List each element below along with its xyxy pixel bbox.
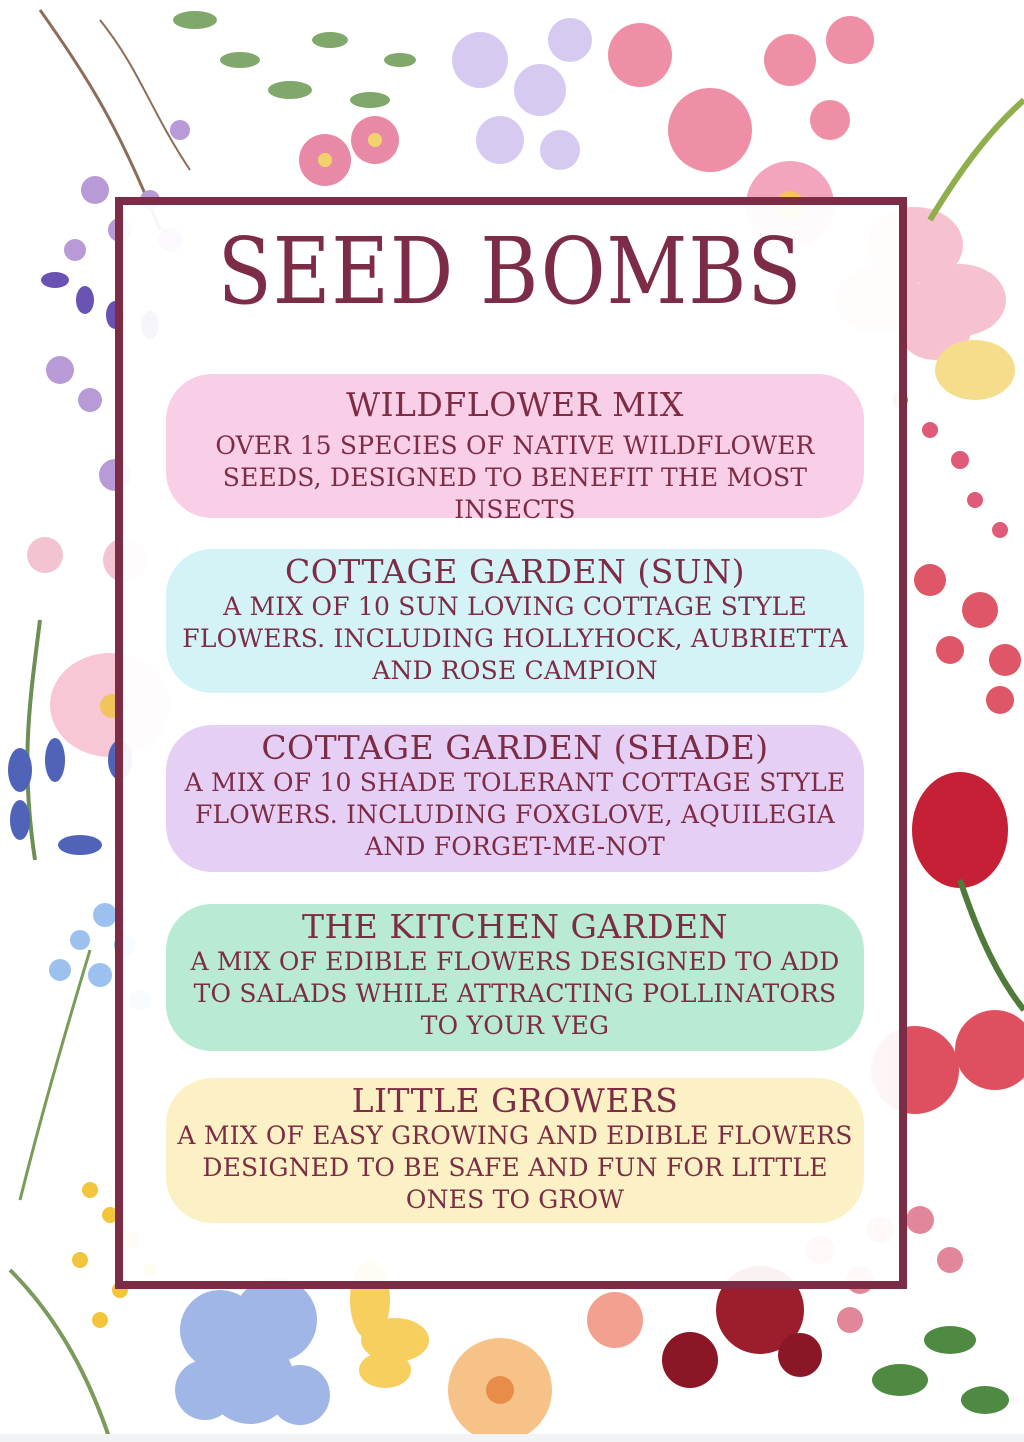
product-description: OVER 15 SPECIES OF NATIVE WILDFLOWER SEEDS, DESIGNED TO BENEFIT THE MOST INSECTS bbox=[215, 431, 815, 524]
product-card-kitchen-garden bbox=[166, 904, 864, 1051]
product-name: COTTAGE GARDEN (SUN) bbox=[285, 552, 745, 591]
product-name: WILDFLOWER MIX bbox=[346, 385, 684, 424]
bottom-edge bbox=[0, 1434, 1024, 1442]
product-card-cottage-garden-sun bbox=[166, 549, 864, 693]
product-description: A MIX OF EASY GROWING AND EDIBLE FLOWERS DESIGNED TO BE SAFE AND FUN FOR LITTLE ONES TO GROW bbox=[177, 1121, 853, 1214]
product-card-wildflower-mix bbox=[166, 374, 864, 524]
product-description: A MIX OF EDIBLE FLOWERS DESIGNED TO ADD TO SALADS WHILE ATTRACTING POLLINATORS TO YOUR VEG bbox=[190, 947, 840, 1040]
product-name: THE KITCHEN GARDEN bbox=[301, 907, 728, 946]
product-description: A MIX OF 10 SUN LOVING COTTAGE STYLE FLOWERS. INCLUDING HOLLYHOCK, AUBRIETTA AND ROSE CAMPION bbox=[182, 592, 848, 685]
product-name: COTTAGE GARDEN (SHADE) bbox=[261, 728, 769, 767]
product-card-cottage-garden-shade bbox=[166, 725, 864, 872]
product-card-little-growers bbox=[166, 1078, 864, 1223]
product-description: A MIX OF 10 SHADE TOLERANT COTTAGE STYLE FLOWERS. INCLUDING FOXGLOVE, AQUILEGIA AND FORGET-ME-NOT bbox=[184, 768, 846, 861]
product-name: LITTLE GROWERS bbox=[351, 1081, 679, 1120]
poster-title: SEED BOMBS bbox=[217, 218, 803, 325]
